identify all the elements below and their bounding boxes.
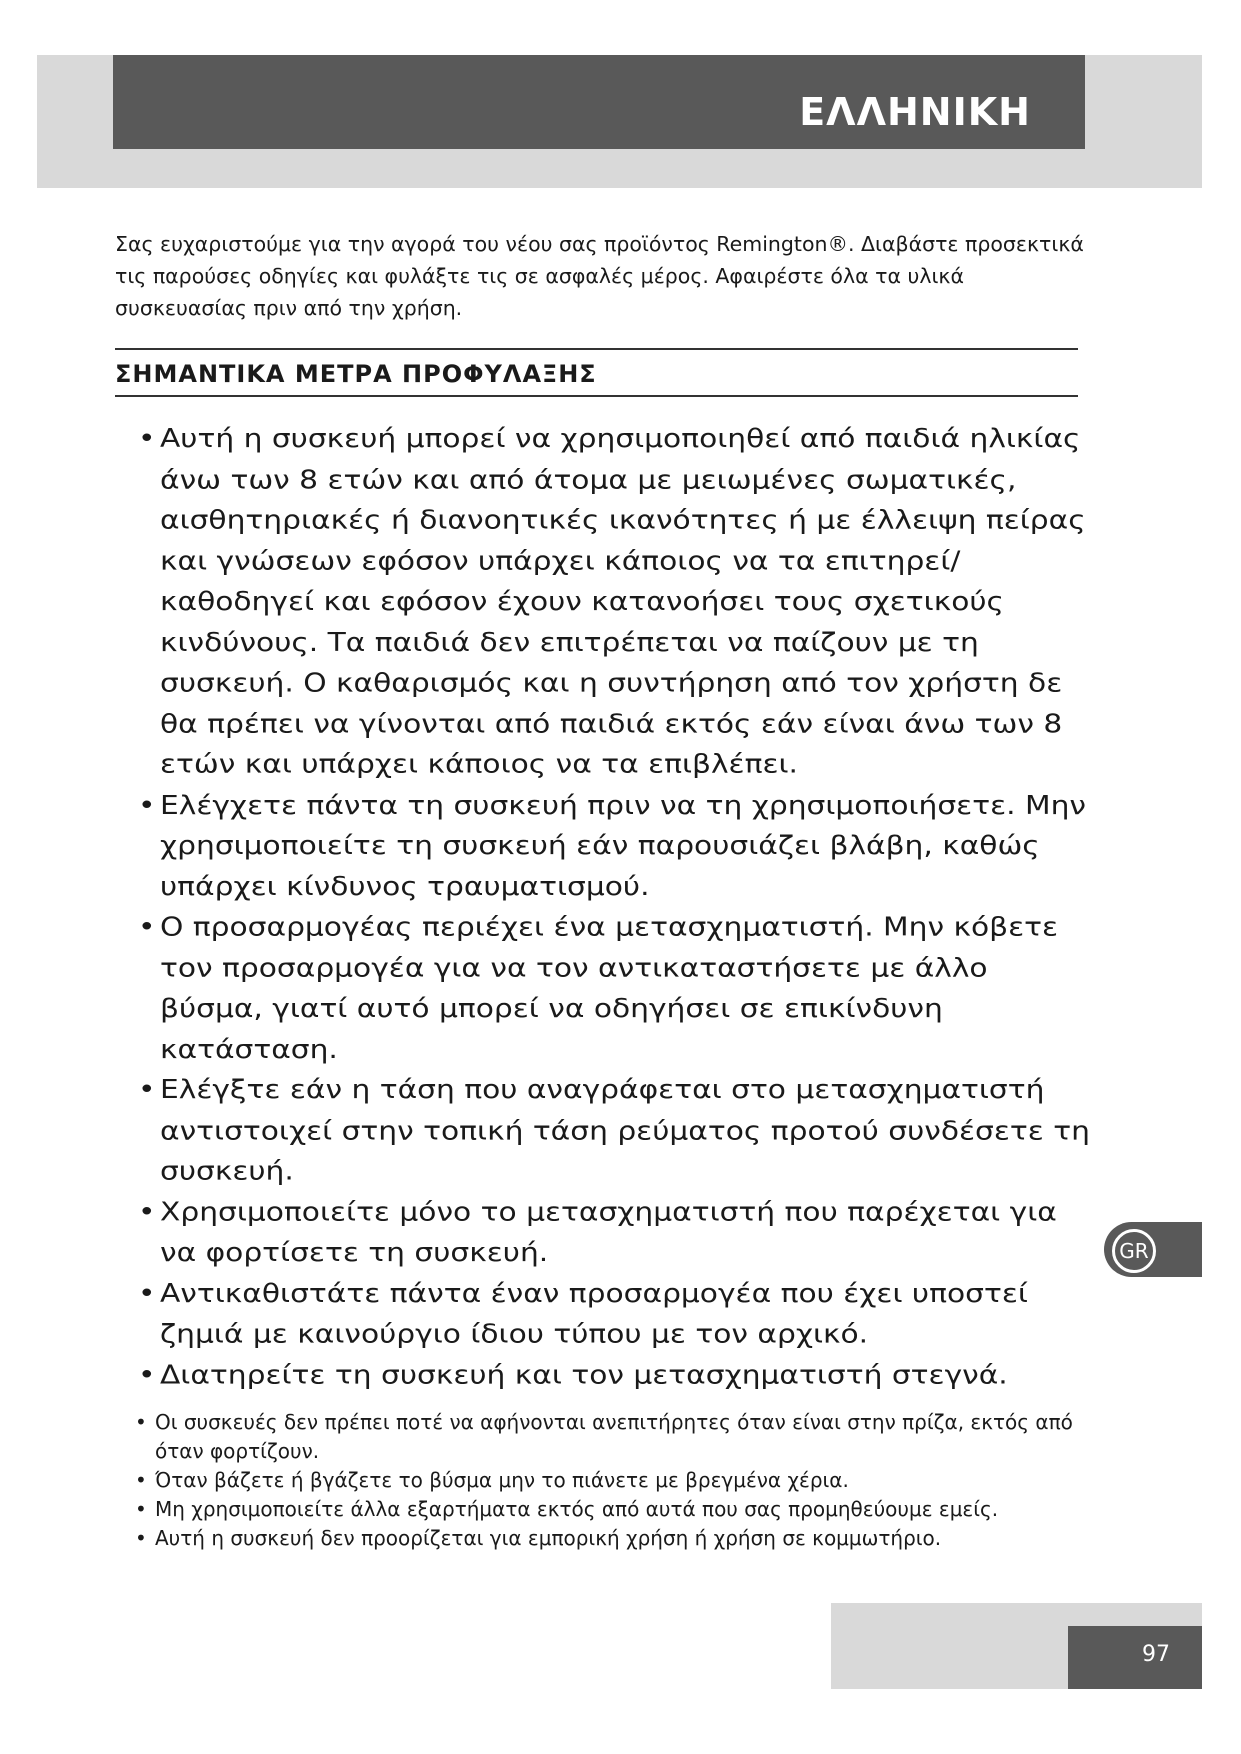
page-number: 97 xyxy=(1142,1642,1170,1667)
section-rule-bottom xyxy=(115,395,1078,397)
page-number-box xyxy=(1068,1626,1202,1689)
bullet: • xyxy=(138,910,156,942)
list-item: • Όταν βάζετε ή βγάζετε το βύσμα μην το πιάνετε με βρεγμένα χέρια. xyxy=(115,1466,1105,1495)
additional-precautions-list xyxy=(115,1408,1105,1553)
list-item: • Ο προσαρμογέας περιέχει ένα μετασχηματιστή. Μην κόβετε τον προσαρμογέα για να τον αντικαταστήσετε με άλλο βύσμα, γιατί αυτό μπορεί να οδηγήσει σε επικίνδυνη κατάσταση. xyxy=(115,906,1095,1069)
bullet: • xyxy=(135,1526,147,1550)
list-item: • Αντικαθιστάτε πάντα έναν προσαρμογέα που έχει υποστεί ζημιά με καινούργιο ίδιου τύπου με τον αρχικό. xyxy=(115,1272,1095,1353)
bullet: • xyxy=(138,1195,156,1227)
list-item: • Οι συσκευές δεν πρέπει ποτέ να αφήνονται ανεπιτήρητες όταν είναι στην πρίζα, εκτός από όταν φορτίζουν. xyxy=(135,1410,1073,1463)
bullet: • xyxy=(138,1358,156,1390)
main-precautions-list xyxy=(115,418,1095,1394)
bullet: • xyxy=(138,788,156,820)
list-item: • Ελέγξτε εάν η τάση που αναγράφεται στο μετασχηματιστή αντιστοιχεί στην τοπική τάση ρεύματος προτού συνδέσετε τη συσκευή. xyxy=(115,1069,1095,1191)
language-title: ΕΛΛΗΝΙΚΗ xyxy=(799,90,1031,134)
section-rule-top xyxy=(115,348,1078,350)
bullet: • xyxy=(135,1497,147,1521)
section-title: ΣΗΜΑΝΤΙΚΑ ΜΕΤΡΑ ΠΡΟΦΥΛΑΞΗΣ xyxy=(115,360,597,388)
list-item: • Αυτή η συσκευή δεν προορίζεται για εμπορική χρήση ή χρήση σε κομμωτήριο. xyxy=(115,1524,1105,1553)
list-item: • Μη χρησιμοποιείτε άλλα εξαρτήματα εκτός από αυτά που σας προμηθεύουμε εμείς. xyxy=(115,1495,1105,1524)
list-item: • Αυτή η συσκευή μπορεί να χρησιμοποιηθεί από παιδιά ηλικίας άνω των 8 ετών και από άτομα με μειωμένες σωματικές, αισθητηριακές ή διανοητικές ικανότητες ή με έλλειψη πείρας και γνώσεων εφόσον υπάρχει κάποιος να τα επιτηρεί/καθοδηγεί και εφόσον έχουν κατανοήσει τους σχετικούς κινδύνους. Τα παιδιά δεν επιτρέπεται να παίζουν με τη συσκευή. Ο καθαρισμός και η συντήρηση από τον χρήστη δε θα πρέπει να γίνονται από παιδιά εκτός εάν είναι άνω των 8 ετών και υπάρχει κάποιος να τα επιβλέπει. xyxy=(115,418,1095,784)
bullet: • xyxy=(138,1277,156,1308)
list-item: • Ελέγχετε πάντα τη συσκευή πριν να τη χρησιμοποιήσετε. Μην χρησιμοποιείτε τη συσκευή εάν παρουσιάζει βλάβη, καθώς υπάρχει κίνδυνος τραυματισμού. xyxy=(115,784,1095,906)
language-side-tab xyxy=(1104,1222,1202,1277)
bullet: • xyxy=(135,1468,147,1492)
bullet: • xyxy=(138,1073,156,1105)
language-code-badge: GR xyxy=(1112,1229,1156,1273)
intro-paragraph: Σας ευχαριστούμε για την αγορά του νέου σας προϊόντος Remington®. Διαβάστε προσεκτικά τις παρούσες οδηγίες και φυλάξτε τις σε ασφαλές μέρος. Αφαιρέστε όλα τα υλικά συσκευασίας πριν από την χρήση. xyxy=(115,232,1084,320)
bullet: • xyxy=(135,1410,147,1434)
header-bar xyxy=(113,55,1085,149)
list-item: • Χρησιμοποιείτε μόνο το μετασχηματιστή που παρέχεται για να φορτίσετε τη συσκευή. xyxy=(115,1191,1095,1272)
list-item: • Διατηρείτε τη συσκευή και τον μετασχηματιστή στεγνά. xyxy=(115,1354,1095,1395)
bullet: • xyxy=(138,422,156,454)
